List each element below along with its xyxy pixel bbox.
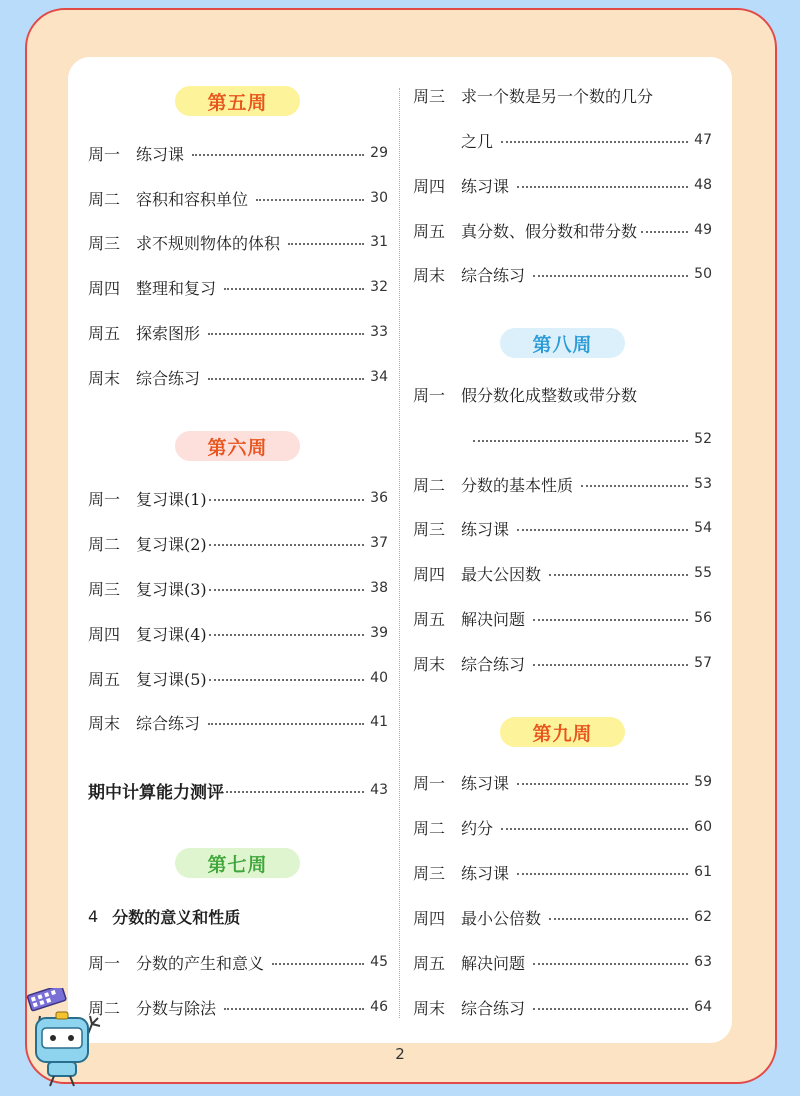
entry-day: 周一 [88, 489, 121, 509]
toc-entry[interactable] [88, 227, 388, 257]
toc-entry[interactable] [88, 317, 388, 347]
entry-day: 周末 [88, 368, 121, 388]
entry-title: 约分 [461, 818, 494, 838]
entry-title: 练习课 [461, 519, 510, 539]
entry-day: 周二 [413, 818, 446, 838]
toc-entry[interactable] [88, 947, 388, 977]
dot-leader [533, 1008, 688, 1010]
entry-page: 37 [370, 535, 388, 551]
entry-title: 练习课 [136, 144, 185, 164]
entry-day: 周一 [413, 385, 446, 405]
toc-entry[interactable] [413, 947, 712, 977]
toc-entry[interactable] [88, 707, 388, 737]
toc-entry[interactable] [88, 663, 388, 693]
entry-title: 综合练习 [136, 713, 201, 733]
entry-title: 综合练习 [461, 654, 526, 674]
toc-entry-mon-line2[interactable] [413, 424, 712, 454]
dot-leader [226, 791, 364, 793]
dot-leader [209, 499, 364, 501]
entry-page: 53 [694, 476, 712, 492]
entry-title: 真分数、假分数和带分数 [461, 221, 638, 241]
entry-day: 周二 [413, 475, 446, 495]
toc-entry[interactable] [88, 528, 388, 558]
robot-mascot-icon [22, 988, 108, 1088]
entry-title: 复习课(4) [136, 624, 207, 644]
toc-entry[interactable] [88, 183, 388, 213]
entry-day: 周末 [413, 654, 446, 674]
entry-title: 综合练习 [461, 998, 526, 1018]
entry-title: 分数与除法 [136, 998, 217, 1018]
entry-page: 62 [694, 909, 712, 925]
entry-day: 周二 [88, 998, 121, 1018]
entry-title: 练习课 [461, 176, 510, 196]
entry-page: 61 [694, 864, 712, 880]
entry-day: 周五 [88, 323, 121, 343]
dot-leader [272, 963, 364, 965]
dot-leader [192, 154, 364, 156]
toc-entry[interactable] [413, 603, 712, 633]
dot-leader [224, 288, 364, 290]
entry-title-continued: 之几 [461, 131, 494, 151]
dot-leader [473, 440, 688, 442]
entry-day: 周五 [413, 609, 446, 629]
entry-page: 29 [370, 145, 388, 161]
toc-entry[interactable] [413, 902, 712, 932]
week9-heading: 第九周 [500, 717, 625, 747]
entry-page: 32 [370, 279, 388, 295]
dot-leader [533, 275, 688, 277]
dot-leader [517, 529, 688, 531]
dot-leader [517, 873, 688, 875]
dot-leader [517, 186, 688, 188]
entry-title: 最小公倍数 [461, 908, 542, 928]
entry-day: 周四 [88, 624, 121, 644]
entry-title: 练习课 [461, 863, 510, 883]
entry-title: 复习课(5) [136, 669, 207, 689]
entry-day: 周二 [88, 189, 121, 209]
toc-entry-wed-line2[interactable] [413, 125, 712, 155]
column-divider [399, 88, 400, 1018]
entry-page: 47 [694, 132, 712, 148]
entry-title: 探索图形 [136, 323, 201, 343]
toc-entry[interactable] [413, 558, 712, 588]
entry-title: 求不规则物体的体积 [136, 233, 281, 253]
midterm-entry[interactable] [88, 775, 388, 805]
entry-day: 周四 [413, 908, 446, 928]
toc-entry[interactable] [413, 469, 712, 499]
dot-leader [208, 723, 364, 725]
entry-title: 假分数化成整数或带分数 [461, 385, 638, 405]
dot-leader [501, 141, 688, 143]
entry-page: 39 [370, 625, 388, 641]
unit-heading[interactable] [88, 901, 240, 931]
toc-entry[interactable] [413, 992, 712, 1022]
toc-entry[interactable] [88, 483, 388, 513]
entry-day: 周三 [413, 86, 446, 106]
entry-page: 46 [370, 999, 388, 1015]
entry-page: 30 [370, 190, 388, 206]
entry-page: 45 [370, 954, 388, 970]
entry-day: 周一 [88, 144, 121, 164]
entry-title: 综合练习 [136, 368, 201, 388]
entry-day: 周一 [413, 773, 446, 793]
dot-leader [208, 378, 364, 380]
entry-day: 周五 [88, 669, 121, 689]
entry-page: 52 [694, 431, 712, 447]
entry-day: 周末 [413, 998, 446, 1018]
dot-leader [256, 199, 364, 201]
dot-leader [501, 828, 688, 830]
entry-day: 周三 [88, 579, 121, 599]
entry-page: 31 [370, 234, 388, 250]
toc-entry[interactable] [413, 857, 712, 887]
entry-title: 解决问题 [461, 609, 526, 629]
entry-page: 41 [370, 714, 388, 730]
entry-page: 64 [694, 999, 712, 1015]
entry-day: 周五 [413, 221, 446, 241]
entry-page: 63 [694, 954, 712, 970]
dot-leader [209, 544, 364, 546]
entry-page: 49 [694, 222, 712, 238]
dot-leader [208, 333, 364, 335]
dot-leader [209, 679, 364, 681]
entry-title: 容积和容积单位 [136, 189, 249, 209]
toc-entry[interactable] [413, 812, 712, 842]
week5-heading: 第五周 [175, 86, 300, 116]
entry-title: 求一个数是另一个数的几分 [461, 86, 654, 106]
entry-day: 周三 [413, 519, 446, 539]
dot-leader [209, 589, 364, 591]
dot-leader [224, 1008, 364, 1010]
dot-leader [641, 231, 688, 233]
dot-leader [549, 918, 688, 920]
dot-leader [209, 634, 364, 636]
entry-page: 60 [694, 819, 712, 835]
entry-day: 周五 [413, 953, 446, 973]
entry-title: 复习课(2) [136, 534, 207, 554]
entry-day: 周二 [88, 534, 121, 554]
unit-number: 4 [88, 906, 99, 926]
entry-day: 周末 [413, 265, 446, 285]
entry-title: 复习课(3) [136, 579, 207, 599]
entry-title: 复习课(1) [136, 489, 207, 509]
dot-leader [288, 243, 364, 245]
toc-entry[interactable] [88, 992, 388, 1022]
toc-entry[interactable] [88, 618, 388, 648]
entry-day: 周三 [413, 863, 446, 883]
entry-title: 最大公因数 [461, 564, 542, 584]
entry-title: 整理和复习 [136, 278, 217, 298]
dot-leader [533, 963, 688, 965]
entry-day: 周一 [88, 953, 121, 973]
entry-page: 33 [370, 324, 388, 340]
entry-page: 57 [694, 655, 712, 671]
entry-page: 55 [694, 565, 712, 581]
toc-entry-wed-line1[interactable] [413, 80, 712, 110]
entry-title: 综合练习 [461, 265, 526, 285]
entry-page: 43 [370, 782, 388, 798]
entry-day: 周四 [413, 564, 446, 584]
toc-entry[interactable] [413, 170, 712, 200]
entry-page: 34 [370, 369, 388, 385]
dot-leader [549, 574, 688, 576]
toc-entry[interactable] [413, 513, 712, 543]
entry-day: 周末 [88, 713, 121, 733]
toc-entry[interactable] [88, 138, 388, 168]
entry-title: 分数的产生和意义 [136, 953, 265, 973]
entry-page: 38 [370, 580, 388, 596]
entry-page: 36 [370, 490, 388, 506]
week8-heading: 第八周 [500, 328, 625, 358]
entry-title: 解决问题 [461, 953, 526, 973]
entry-page: 48 [694, 177, 712, 193]
entry-page: 50 [694, 266, 712, 282]
page-number: 2 [395, 1045, 405, 1063]
toc-entry[interactable] [413, 648, 712, 678]
entry-page: 40 [370, 670, 388, 686]
toc-entry-mon-line1[interactable] [413, 379, 712, 409]
toc-entry[interactable] [88, 362, 388, 392]
unit-title: 分数的意义和性质 [112, 907, 241, 927]
entry-day: 周四 [413, 176, 446, 196]
entry-page: 54 [694, 520, 712, 536]
dot-leader [533, 619, 688, 621]
toc-entry[interactable] [413, 767, 712, 797]
entry-page: 59 [694, 774, 712, 790]
entry-day: 周三 [88, 233, 121, 253]
week7-heading: 第七周 [175, 848, 300, 878]
toc-entry[interactable] [413, 215, 712, 245]
toc-entry[interactable] [88, 573, 388, 603]
toc-entry[interactable] [88, 272, 388, 302]
dot-leader [517, 783, 688, 785]
dot-leader [581, 485, 688, 487]
entry-day: 周四 [88, 278, 121, 298]
entry-title: 分数的基本性质 [461, 475, 574, 495]
dot-leader [533, 664, 688, 666]
entry-title: 期中计算能力测评 [88, 782, 224, 803]
week6-heading: 第六周 [175, 431, 300, 461]
entry-title: 练习课 [461, 773, 510, 793]
toc-entry[interactable] [413, 259, 712, 289]
entry-page: 56 [694, 610, 712, 626]
